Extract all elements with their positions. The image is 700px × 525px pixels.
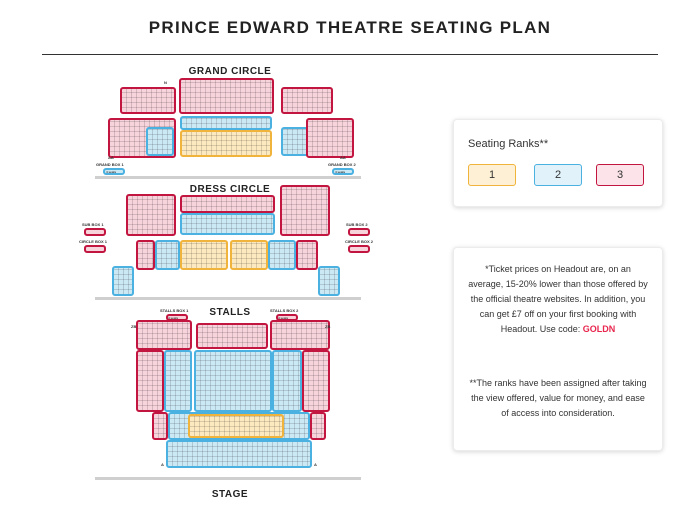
page-title: PRINCE EDWARD THEATRE SEATING PLAN <box>148 18 552 37</box>
stalls-row-zb-right: ZB <box>325 324 331 329</box>
stalls-box-2-label: STALLS BOX 2 <box>270 308 299 313</box>
stalls-box-1-label: STALLS BOX 1 <box>160 308 189 313</box>
stalls-box-2-seats: 4 seats <box>278 316 289 320</box>
price-note <box>468 262 648 337</box>
grand-circle-right-aisle-block[interactable] <box>281 127 309 156</box>
circle-box-2-label: CIRCLE BOX 2 <box>345 239 374 244</box>
stalls-box-1-seats: 4 seats <box>168 316 179 320</box>
dress-circle-right-inner-block[interactable] <box>268 240 296 270</box>
stalls-label: STALLS <box>209 307 251 318</box>
stalls-right-front-side-block[interactable] <box>310 412 326 440</box>
dress-circle-centre-right-block[interactable] <box>230 240 268 270</box>
stage-label: STAGE <box>211 489 249 500</box>
sub-box-2-label: SUB BOX 2 <box>346 222 368 227</box>
dress-circle-floor <box>95 297 361 300</box>
dress-circle-far-left-block[interactable] <box>112 266 134 296</box>
rank-2-badge: 2 <box>534 164 582 186</box>
stalls-row-a-right: A <box>314 462 317 467</box>
grand-box-1-label: GRAND BOX 1 <box>96 162 124 167</box>
dress-circle-right-side-block[interactable] <box>296 240 318 270</box>
dress-circle-far-right-block[interactable] <box>318 266 340 296</box>
dress-circle-centre-left-block[interactable] <box>180 240 228 270</box>
rank-1-badge: 1 <box>468 164 516 186</box>
dress-circle-left-side-block[interactable] <box>136 240 155 270</box>
grand-circle-centre-rear-block[interactable] <box>180 130 272 157</box>
grand-box-1-seats: 4 seats <box>106 170 117 174</box>
grand-circle-right-upper-block[interactable] <box>281 87 333 114</box>
grand-circle-left-aisle-block[interactable] <box>146 127 174 156</box>
grand-circle-centre-front-block[interactable] <box>180 116 272 130</box>
grand-circle-left-upper-block[interactable] <box>120 87 176 114</box>
dress-circle-label: DRESS CIRCLE <box>189 184 271 195</box>
circle-box-2[interactable] <box>348 245 370 253</box>
grand-row-n-letter: N <box>164 80 167 85</box>
price-note-text: *Ticket prices on Headout are, on an average, 15-20% lower than those offered by the official theatre websites. In addition, you can get £7 off on your first booking with Headout. Use code: <box>468 264 648 334</box>
dress-circle-left-inner-block[interactable] <box>155 240 180 270</box>
stalls-row-zb-left: ZB <box>131 324 137 329</box>
dress-circle-centre-rear-block[interactable] <box>180 195 275 213</box>
dress-circle-right-block[interactable] <box>280 185 330 236</box>
grand-circle-label: GRAND CIRCLE <box>188 66 272 77</box>
grand-circle-floor <box>95 176 361 179</box>
stalls-front-rows-block[interactable] <box>166 440 312 468</box>
grand-box-2-label: GRAND BOX 2 <box>328 162 356 167</box>
stalls-centre-block[interactable] <box>194 350 272 412</box>
stalls-floor <box>95 477 361 480</box>
stalls-left-inner-block[interactable] <box>164 350 192 412</box>
stalls-right-rear-block[interactable] <box>270 320 330 350</box>
promo-code: GOLDN <box>582 324 616 334</box>
circle-box-1-label: CIRCLE BOX 1 <box>79 239 108 244</box>
stalls-left-front-side-block[interactable] <box>152 412 168 440</box>
stalls-row-a-left: A <box>161 462 164 467</box>
stalls-right-side-block[interactable] <box>302 350 330 412</box>
grand-row-aa-right: AA <box>340 155 346 160</box>
circle-box-1[interactable] <box>84 245 106 253</box>
ranks-note: **The ranks have been assigned after taking the view offered, value for money, and ease of access into consideration. <box>469 378 647 418</box>
stalls-front-centre-block[interactable] <box>188 414 284 438</box>
info-card <box>453 247 663 451</box>
stalls-centre-rear-block[interactable] <box>196 323 268 349</box>
grand-circle-centre-upper-block[interactable] <box>179 78 274 114</box>
sub-box-1-label: SUB BOX 1 <box>82 222 104 227</box>
stalls-right-inner-block[interactable] <box>272 350 302 412</box>
sub-box-2[interactable] <box>348 228 370 236</box>
dress-circle-left-block[interactable] <box>126 194 176 236</box>
stalls-left-side-block[interactable] <box>136 350 164 412</box>
seating-ranks-title: Seating Ranks** <box>468 138 549 150</box>
sub-box-1[interactable] <box>84 228 106 236</box>
seating-ranks-card <box>453 119 663 207</box>
grand-box-2-seats: 4 seats <box>335 170 346 174</box>
grand-row-aa-left: AA <box>108 155 114 160</box>
dress-circle-centre-front-block[interactable] <box>180 213 275 235</box>
stalls-left-rear-block[interactable] <box>136 320 192 350</box>
grand-circle-right-lower-block[interactable] <box>306 118 354 158</box>
rank-3-badge: 3 <box>596 164 644 186</box>
